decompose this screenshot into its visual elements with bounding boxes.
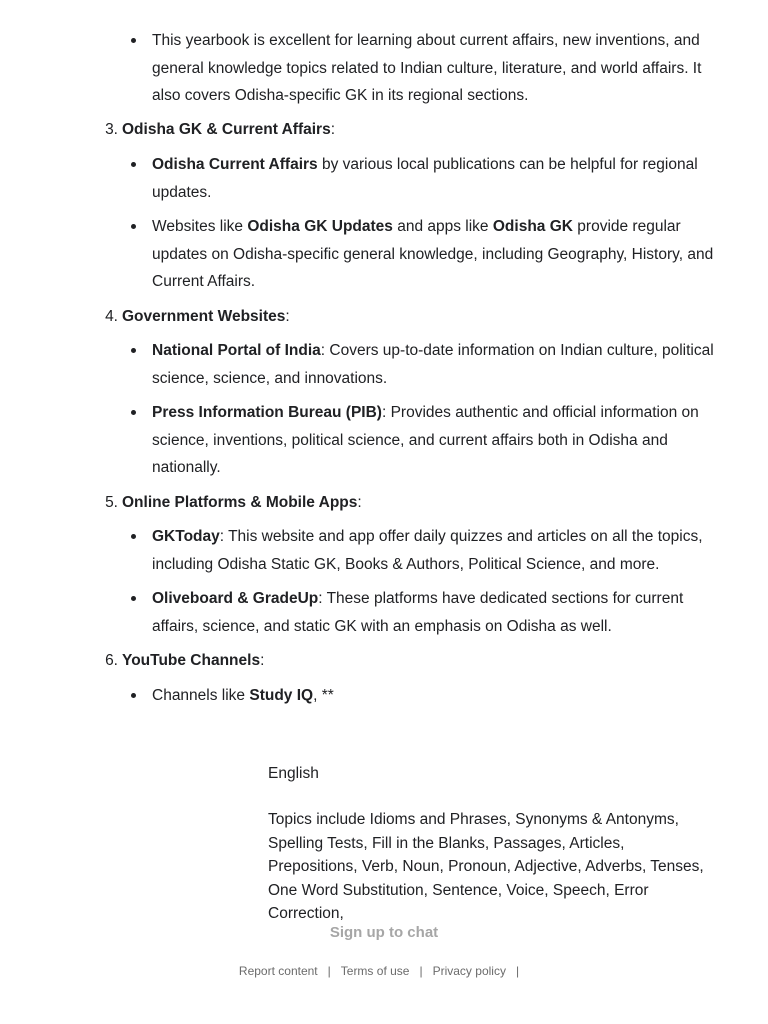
terms-of-use-link[interactable]: Terms of use — [340, 964, 410, 978]
chat-heading: English — [268, 765, 319, 782]
list-item-text: Channels like — [152, 687, 250, 704]
list-item — [152, 337, 732, 392]
list-item — [152, 682, 732, 710]
list-item-bold: GKToday — [152, 528, 220, 545]
list-item-text: by various local publications can be helpful for regional updates. — [152, 156, 698, 201]
list-item — [152, 523, 732, 578]
list-item-text: : Covers up-to-date information on Indian culture, political science, science, and innovations. — [152, 342, 714, 387]
list-item-text: This yearbook is excellent for learning about current affairs, new inventions, and general knowledge topics related to Indian culture, literature, and world affairs. It also covers Odisha-specific GK in its regional sections. — [152, 32, 702, 104]
list-item-bold: Oliveboard & GradeUp — [152, 590, 319, 607]
list-number: 4. — [105, 308, 118, 325]
section-title: Government Websites — [122, 308, 286, 325]
list-item — [152, 585, 732, 640]
list-item — [152, 213, 732, 296]
list-item-bold: Odisha GK Updates — [247, 218, 393, 235]
list-item — [152, 27, 732, 110]
list-item — [152, 151, 732, 206]
section-heading-youtube-channels — [105, 647, 722, 675]
section-heading-odisha-gk — [105, 116, 722, 144]
footer-separator: | — [327, 964, 331, 978]
colon: : — [285, 308, 290, 325]
sign-up-to-chat-button[interactable]: Sign up to chat — [329, 924, 439, 941]
section-heading-online-platforms — [105, 489, 722, 517]
list-number: 6. — [105, 652, 118, 669]
colon: : — [260, 652, 265, 669]
report-content-link[interactable]: Report content — [238, 964, 318, 978]
footer-separator: | — [515, 964, 520, 978]
list-item — [152, 399, 732, 482]
list-item-bold: National Portal of India — [152, 342, 321, 359]
section-heading-government-websites — [105, 303, 722, 331]
list-item-text: provide regular updates on Odisha-specific general knowledge, including Geography, History, and Current Affairs. — [152, 218, 714, 290]
chat-body-text: Topics include Idioms and Phrases, Synonyms & Antonyms, Spelling Tests, Fill in the Blanks, Passages, Articles, Prepositions, Verb, Noun, Pronoun, Adjective, Adverbs, Tenses, One Word Substitution, Sentence, Voice, Speech, Error Correction, — [268, 811, 704, 922]
list-item-text: and apps like — [392, 218, 493, 235]
list-item-bold: Odisha Current Affairs — [152, 156, 318, 173]
list-number: 5. — [105, 494, 118, 511]
section-title: YouTube Channels — [122, 652, 261, 669]
list-item-bold: Press Information Bureau (PIB) — [152, 404, 382, 421]
colon: : — [357, 494, 362, 511]
footer-separator: | — [419, 964, 423, 978]
list-item-text: Websites like — [152, 218, 248, 235]
list-number: 3. — [105, 121, 118, 138]
footer-links — [0, 964, 768, 978]
list-item-bold: Odisha GK — [492, 218, 573, 235]
list-item-text: , ** — [313, 687, 334, 704]
section-title: Online Platforms & Mobile Apps — [122, 494, 358, 511]
list-item-bold: Study IQ — [249, 687, 314, 704]
list-item-text: : Provides authentic and official information on science, inventions, political science, and current affairs both in Odisha and nationally. — [152, 404, 699, 476]
list-item-text: : These platforms have dedicated sections for current affairs, science, and static GK with an emphasis on Odisha as well. — [152, 590, 684, 635]
colon: : — [330, 121, 336, 138]
section-title: Odisha GK & Current Affairs — [122, 121, 331, 138]
privacy-policy-link[interactable]: Privacy policy — [432, 964, 506, 978]
list-item-text: : This website and app offer daily quizzes and articles on all the topics, including Odisha Static GK, Books & Authors, Political Science, and more. — [152, 528, 703, 573]
